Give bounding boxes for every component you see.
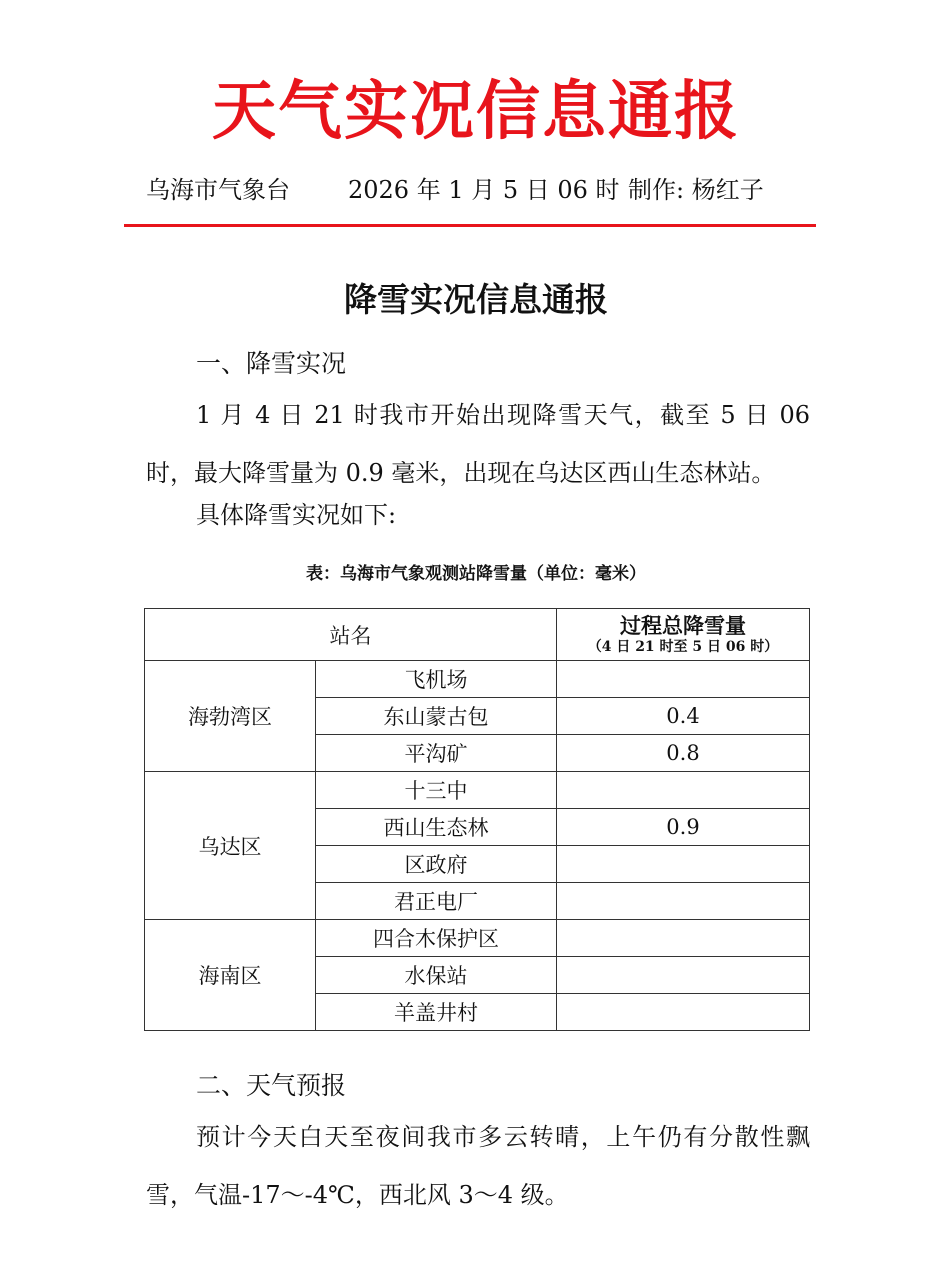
section-heading-forecast: 二、天气预报 (196, 1071, 347, 1100)
table-caption: 表：乌海市气象观测站降雪量（单位：毫米） (306, 564, 646, 584)
forecast-paragraph: 预计今天白天至夜间我市多云转晴，上午仍有分散性飘雪，气温-17～-4℃，西北风 3～4 级。 (146, 1123, 810, 1209)
snowfall-value-cell: 0.9 (557, 809, 810, 846)
snowfall-value-cell: 0.8 (557, 735, 810, 772)
snowfall-value-cell: 0.4 (557, 698, 810, 735)
report-meta-line (146, 172, 826, 208)
snowfall-value-cell (557, 772, 810, 809)
total-header-period: （4 日 21 时至 5 日 06 时） (587, 638, 779, 655)
report-author: 制作: 杨红子 (628, 176, 764, 204)
report-banner-title: 天气实况信息通报 (212, 74, 740, 149)
station-name-cell: 飞机场 (316, 661, 557, 698)
station-name-cell: 平沟矿 (316, 735, 557, 772)
snowfall-value-cell (557, 994, 810, 1031)
total-column-header (557, 609, 810, 661)
total-header-label: 过程总降雪量 (620, 612, 746, 638)
snowfall-value-cell (557, 846, 810, 883)
snowfall-value-cell (557, 661, 810, 698)
table-row (145, 661, 810, 698)
table-row (145, 920, 810, 957)
station-name-cell: 东山蒙古包 (316, 698, 557, 735)
snowfall-table (144, 608, 810, 1031)
snowfall-intro-paragraph: 具体降雪实况如下: (196, 501, 397, 529)
document-title: 降雪实况信息通报 (344, 280, 608, 319)
report-datetime: 2026 年 1 月 5 日 06 时 (348, 176, 620, 204)
table-row (145, 772, 810, 809)
station-column-header: 站名 (145, 609, 557, 661)
district-cell: 乌达区 (145, 772, 316, 920)
table-header-row (145, 609, 810, 661)
snowfall-summary-paragraph: 1 月 4 日 21 时我市开始出现降雪天气，截至 5 日 06 时，最大降雪量为 0.9 毫米，出现在乌达区西山生态林站。 (146, 401, 810, 487)
station-name-cell: 区政府 (316, 846, 557, 883)
station-name-cell: 羊盖井村 (316, 994, 557, 1031)
station-name-cell: 十三中 (316, 772, 557, 809)
station-name-cell: 水保站 (316, 957, 557, 994)
station-name-cell: 西山生态林 (316, 809, 557, 846)
header-divider (124, 224, 816, 227)
snowfall-value-cell (557, 920, 810, 957)
district-cell: 海勃湾区 (145, 661, 316, 772)
snowfall-value-cell (557, 883, 810, 920)
snowfall-value-cell (557, 957, 810, 994)
station-name-cell: 君正电厂 (316, 883, 557, 920)
organization: 乌海市气象台 (146, 176, 290, 204)
section-heading-snowfall: 一、降雪实况 (196, 349, 347, 378)
district-cell: 海南区 (145, 920, 316, 1031)
station-name-cell: 四合木保护区 (316, 920, 557, 957)
